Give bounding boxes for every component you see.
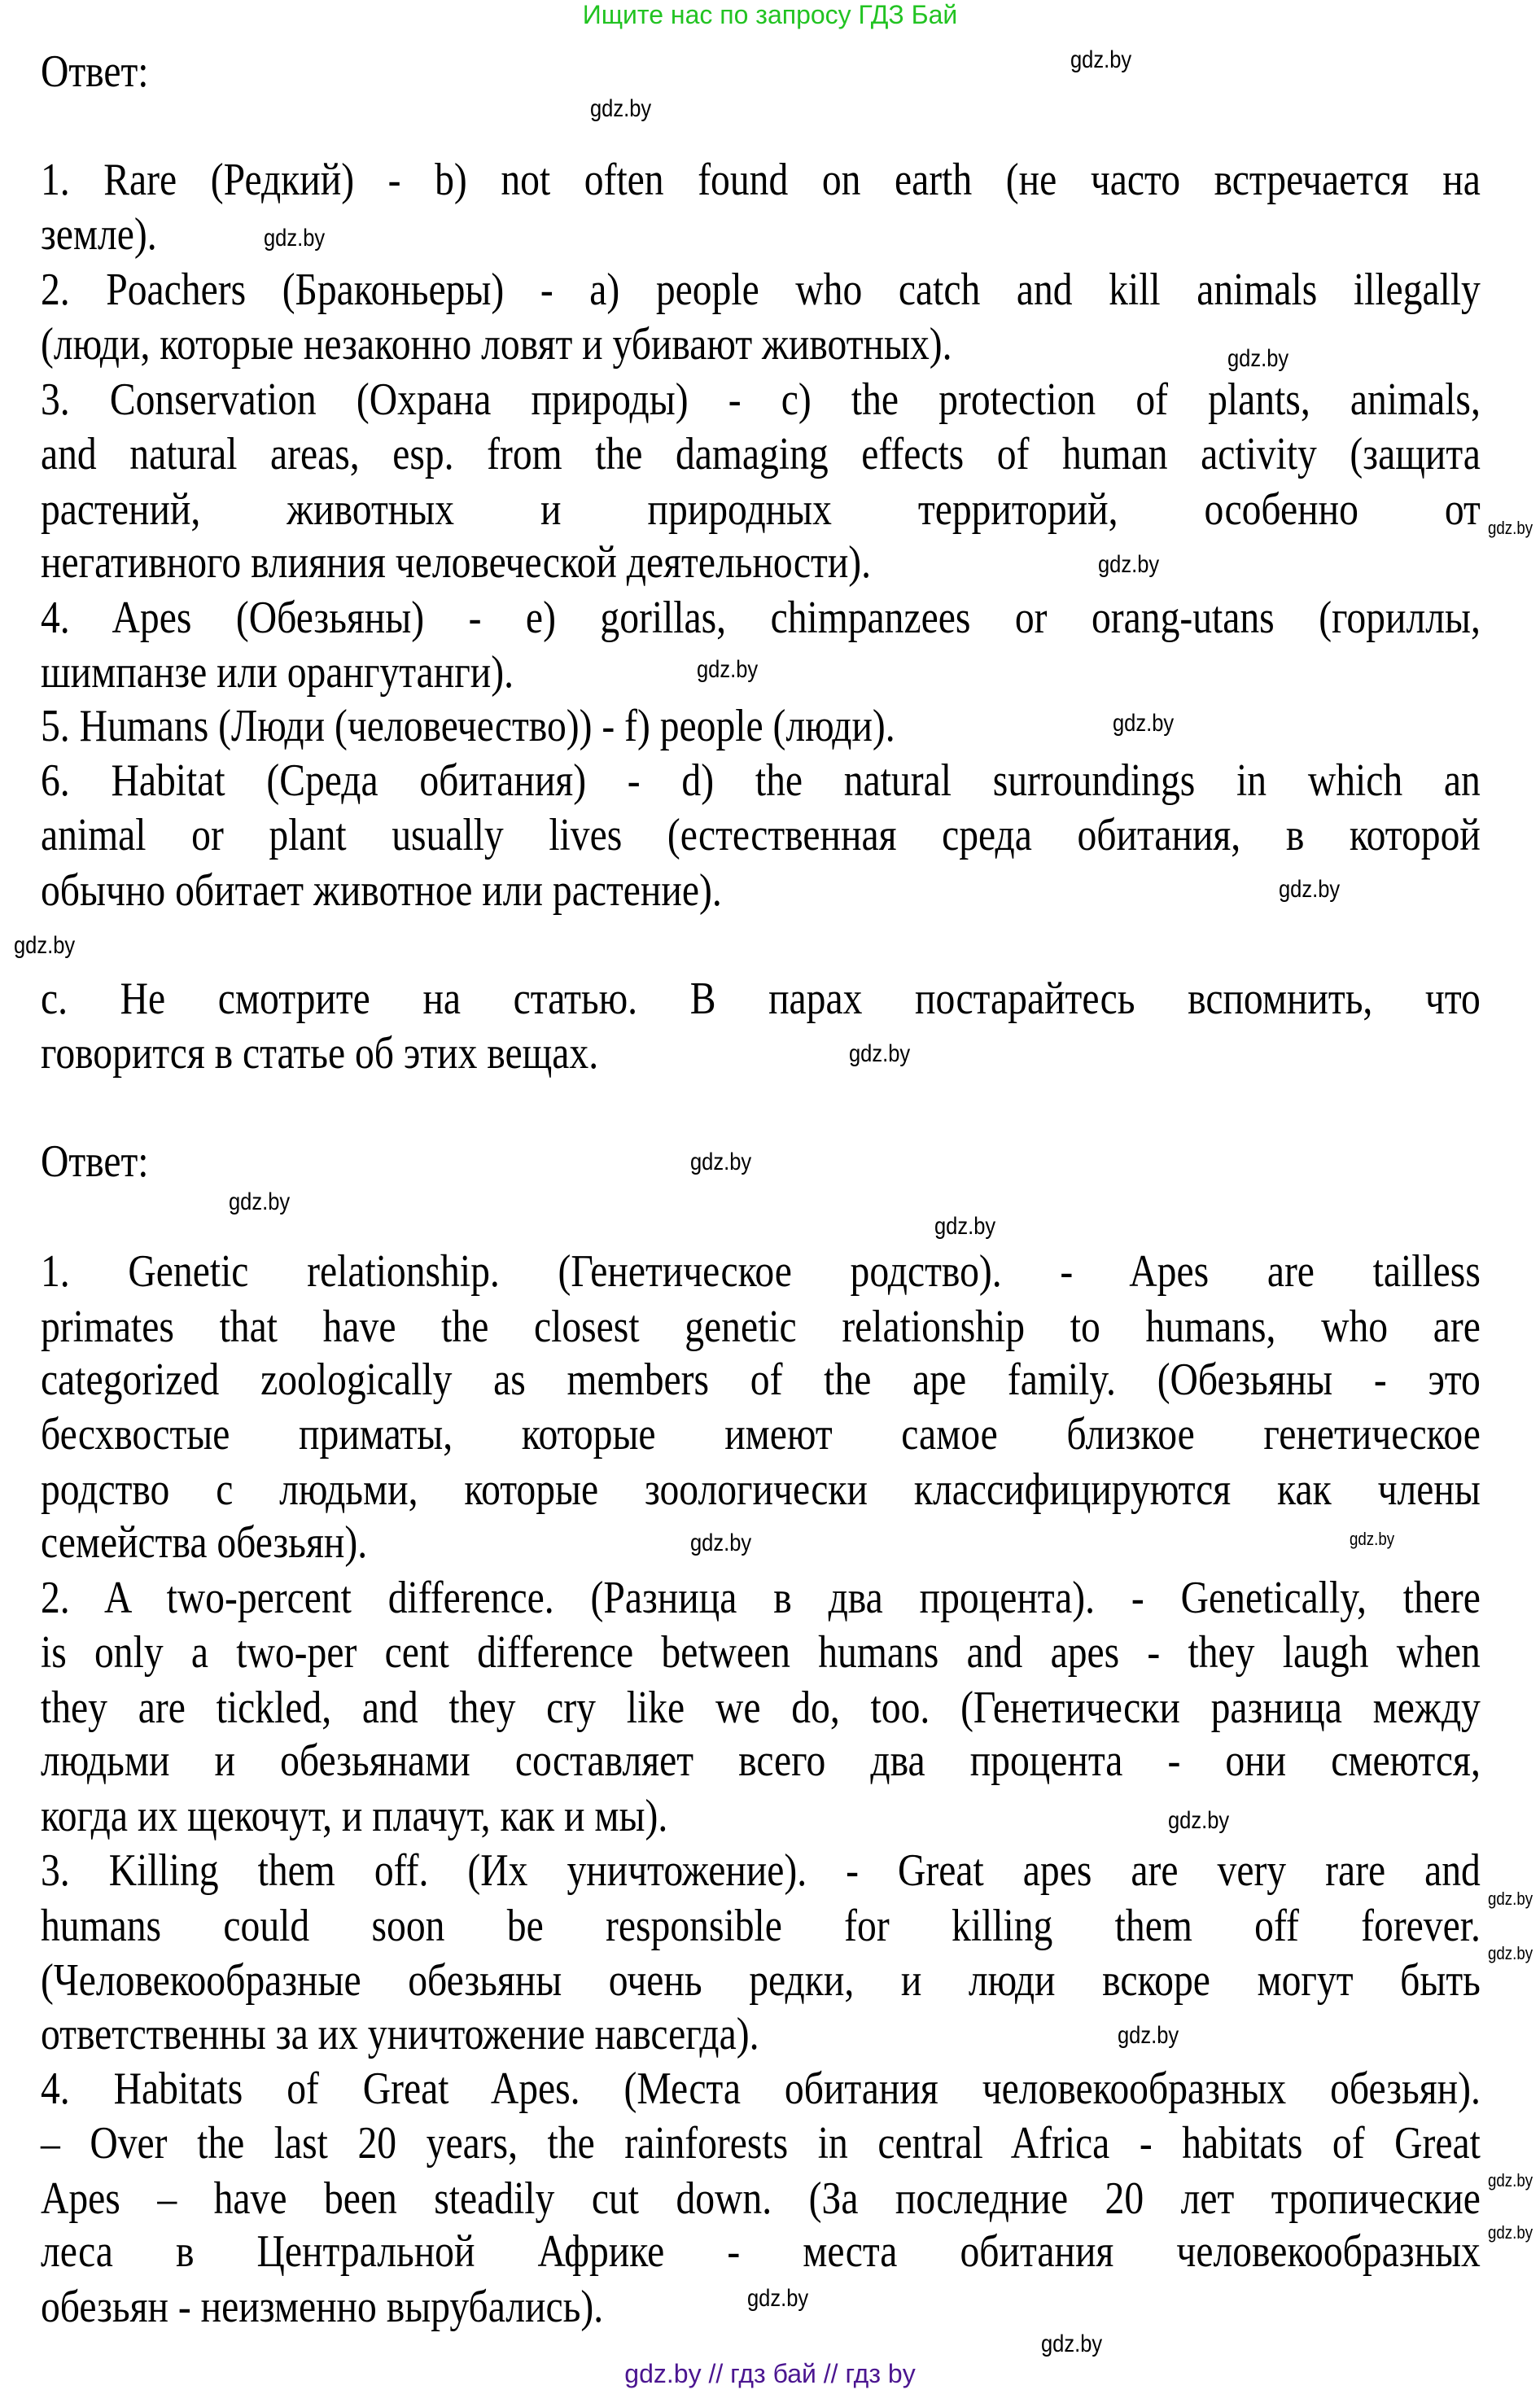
text-line: 2. A two-percent difference. (Разница в два процента). - Genetically, there [41, 1573, 1481, 1623]
text-line: шимпанзе или орангутанги). [41, 647, 514, 698]
text-line: родство с людьми, которые зоологически классифицируются как члены [41, 1464, 1481, 1515]
text-line: categorized zoologically as members of the ape family. (Обезьяны - это [41, 1355, 1481, 1405]
text-line: c. Не смотрите на статью. В парах постарайтесь вспомнить, что [41, 974, 1481, 1024]
text-line: (люди, которые незаконно ловят и убивают животных). [41, 319, 952, 370]
watermark: gdz.by [747, 2285, 809, 2312]
watermark: gdz.by [1041, 2331, 1103, 2357]
text-line: primates that have the closest genetic relationship to humans, who are [41, 1302, 1481, 1352]
watermark: gdz.by [1488, 2222, 1533, 2243]
watermark: gdz.by [1350, 1529, 1395, 1549]
text-line: 3. Conservation (Охрана природы) - c) the protection of plants, animals, [41, 374, 1481, 425]
text-line: 4. Habitats of Great Apes. (Места обитания человекообразных обезьян). [41, 2064, 1481, 2114]
watermark: gdz.by [1118, 2022, 1179, 2049]
text-line: (Человекообразные обезьяны очень редки, и люди вскоре могут быть [41, 1955, 1481, 2006]
watermark: gdz.by [690, 1530, 752, 1556]
text-line: is only a two-per cent difference between humans and apes - they laugh when [41, 1627, 1481, 1678]
text-line: говорится в статье об этих вещах. [41, 1028, 599, 1079]
text-line: humans could soon be responsible for killing them off forever. [41, 1901, 1481, 1951]
answer-heading: Ответ: [41, 46, 149, 97]
watermark: gdz.by [14, 932, 76, 959]
watermark: gdz.by [1113, 710, 1175, 737]
text-line: 6. Habitat (Среда обитания) - d) the natural surroundings in which an [41, 755, 1481, 806]
text-line: леса в Центральной Африке - места обитания человекообразных [41, 2226, 1481, 2277]
text-line: бесхвостые приматы, которые имеют самое близкое генетическое [41, 1409, 1481, 1460]
text-line: когда их щекочут, и плачут, как и мы). [41, 1791, 668, 1841]
watermark: gdz.by [1488, 1889, 1533, 1909]
text-line: 3. Killing them off. (Их уничтожение). - Great apes are very rare and [41, 1845, 1481, 1896]
text-line: animal or plant usually lives (естественная среда обитания, в которой [41, 810, 1481, 860]
text-line: растений, животных и природных территорий, особенно от [41, 484, 1481, 535]
text-line: 1. Genetic relationship. (Генетическое родство). - Apes are tailless [41, 1246, 1481, 1297]
watermark: gdz.by [690, 1149, 752, 1175]
text-line: 4. Apes (Обезьяны) - e) gorillas, chimpanzees or orang-utans (гориллы, [41, 593, 1481, 643]
text-line: 1. Rare (Редкий) - b) not often found on earth (не часто встречается на [41, 155, 1481, 205]
footer-links[interactable]: gdz.by // гдз бай // гдз by [624, 2359, 916, 2388]
watermark: gdz.by [1488, 2170, 1533, 2190]
watermark: gdz.by [1488, 518, 1533, 538]
watermark: gdz.by [229, 1188, 291, 1215]
text-line: – Over the last 20 years, the rainforests in central Africa - habitats of Great [41, 2118, 1481, 2169]
watermark: gdz.by [1279, 876, 1341, 903]
watermark: gdz.by [849, 1040, 911, 1067]
text-line: Apes – have been steadily cut down. (За последние 20 лет тропические [41, 2173, 1481, 2224]
text-line: and natural areas, esp. from the damaging effects of human activity (защита [41, 429, 1481, 479]
watermark: gdz.by [1227, 345, 1289, 372]
watermark: gdz.by [697, 656, 759, 683]
watermark: gdz.by [264, 225, 326, 252]
answer-heading: Ответ: [41, 1136, 149, 1187]
watermark: gdz.by [590, 95, 652, 122]
text-line: 5. Humans (Люди (человечество)) - f) people (люди). [41, 701, 895, 751]
watermark: gdz.by [1168, 1807, 1230, 1834]
text-line: 2. Poachers (Браконьеры) - a) people who catch and kill animals illegally [41, 265, 1481, 315]
text-line: ответственны за их уничтожение навсегда). [41, 2009, 759, 2059]
text-line: негативного влияния человеческой деятельности). [41, 537, 872, 588]
text-line: земле). [41, 209, 157, 260]
search-banner[interactable]: Ищите нас по запросу ГДЗ Бай [582, 0, 958, 29]
watermark: gdz.by [1488, 1943, 1533, 1963]
watermark: gdz.by [934, 1213, 996, 1240]
text-line: they are tickled, and they cry like we do, too. (Генетически разница между [41, 1683, 1481, 1733]
text-line: семейства обезьян). [41, 1517, 368, 1568]
text-line: обезьян - неизменно вырубались). [41, 2282, 604, 2332]
text-line: обычно обитает животное или растение). [41, 865, 722, 916]
watermark: gdz.by [1098, 551, 1160, 578]
watermark: gdz.by [1070, 46, 1132, 73]
text-line: людьми и обезьянами составляет всего два процента - они смеются, [41, 1735, 1481, 1786]
